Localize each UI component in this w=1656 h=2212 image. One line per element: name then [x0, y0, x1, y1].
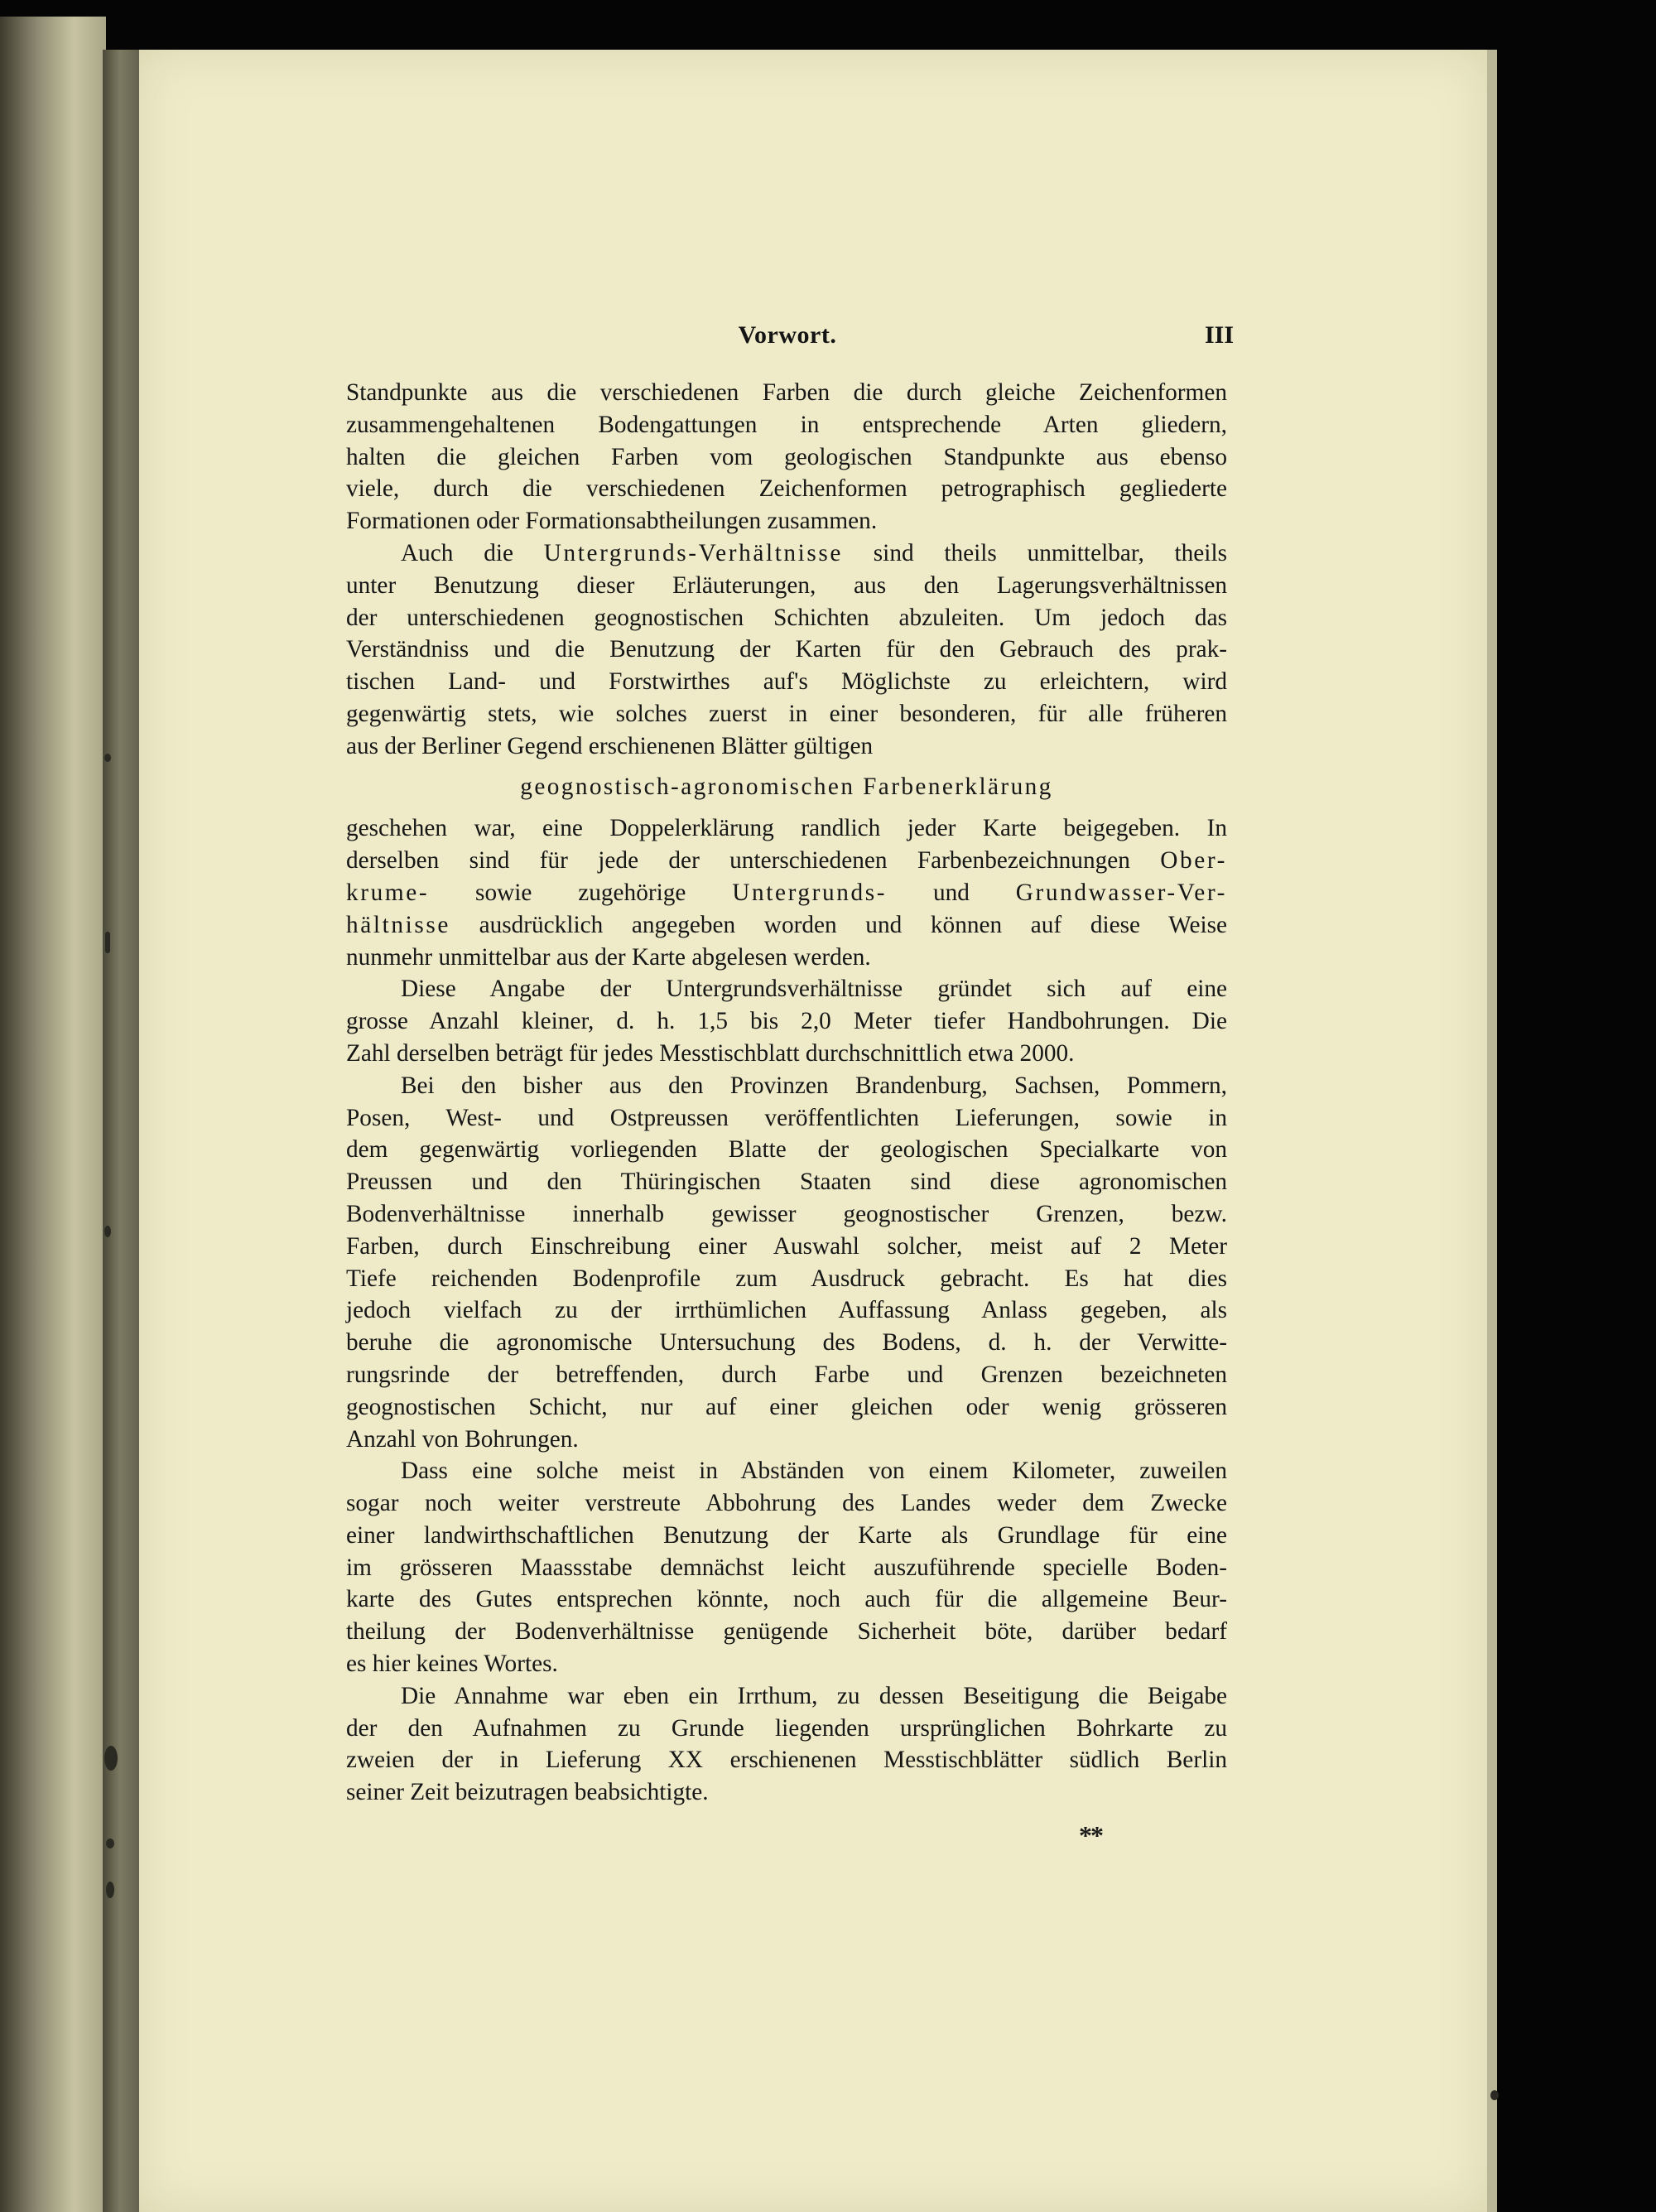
text-line: Dass eine solche meist in Abständen von einem Kilometer, zuweilen: [401, 1458, 1227, 1485]
text-line: rungsrinde der betreffenden, durch Farbe und Grenzen bezeichneten: [346, 1361, 1227, 1388]
text-line: Posen, West- und Ostpreussen veröffentlichten Lieferungen, sowie in: [346, 1104, 1227, 1131]
spaced-term: Grundwasser-Ver-: [1015, 879, 1227, 906]
text-line: krume- sowie zugehörige Untergrunds- und Grundwasser-Ver-: [346, 879, 1227, 906]
closing-ornament: **: [1079, 1820, 1102, 1850]
spaced-term: Untergrunds-Verhältnisse: [543, 539, 844, 566]
text-line: nunmehr unmittelbar aus der Karte abgelesen werden.: [346, 943, 871, 971]
text-line: beruhe die agronomische Untersuchung des Bodens, d. h. der Verwitte-: [346, 1329, 1227, 1357]
text-line: Preussen und den Thüringischen Staaten sind diese agronomischen: [346, 1169, 1227, 1196]
text-line: im grösseren Maassstabe demnächst leicht auszuführende specielle Boden-: [346, 1554, 1227, 1581]
margin-speck: [104, 1226, 111, 1237]
text-line: Verständniss und die Benutzung der Karten für den Gebrauch des prak-: [346, 636, 1227, 663]
text-line: hältnisse ausdrücklich angegeben worden und können auf diese Weise: [346, 911, 1227, 938]
text-line: seiner Zeit beizutragen beabsichtigte.: [346, 1779, 709, 1806]
text-line: geschehen war, eine Doppelerklärung randlich jeder Karte beigegeben. In: [346, 815, 1227, 842]
text-line: Zahl derselben beträgt für jedes Messtischblatt durchschnittlich etwa 2000.: [346, 1039, 1075, 1067]
page-right-edge: [1487, 50, 1497, 2212]
text-line: geognostischen Schicht, nur auf einer gleichen oder wenig grösseren: [346, 1393, 1227, 1420]
page-title: Vorwort.: [738, 321, 837, 349]
left-page-edge: [0, 17, 106, 2212]
text-line: viele, durch die verschiedenen Zeichenformen petrographisch gegliederte: [346, 475, 1227, 503]
text-line: derselben sind für jede der unterschiedenen Farbenbezeichnungen Ober-: [346, 847, 1227, 875]
text-line: sogar noch weiter verstreute Abbohrung des Landes weder dem Zwecke: [346, 1490, 1227, 1517]
margin-speck: [106, 1882, 114, 1898]
text-line: theilung der Bodenverhältnisse genügende Sicherheit böte, darüber bedarf: [346, 1618, 1227, 1646]
text-line: Auch die Untergrunds-Verhältnisse sind theils unmittelbar, theils: [401, 539, 1227, 566]
text-line: Standpunkte aus die verschiedenen Farben die durch gleiche Zeichenformen: [346, 379, 1227, 406]
text-line: grosse Anzahl kleiner, d. h. 1,5 bis 2,0 Meter tiefer Handbohrungen. Die: [346, 1008, 1227, 1035]
spaced-term: hältnisse: [346, 911, 450, 938]
text-line: Die Annahme war eben ein Irrthum, zu dessen Beseitigung die Beigabe: [401, 1682, 1227, 1709]
text-line: halten die gleichen Farben vom geologischen Standpunkte aus ebenso: [346, 443, 1227, 470]
text-line: Anzahl von Bohrungen.: [346, 1425, 579, 1453]
text-line: jedoch vielfach zu der irrthümlichen Auffassung Anlass gegeben, als: [346, 1297, 1227, 1324]
text-line: Farben, durch Einschreibung einer Auswahl solcher, meist auf 2 Meter: [346, 1232, 1227, 1260]
text-line: Formationen oder Formationsabtheilungen zusammen.: [346, 508, 878, 535]
margin-speck: [1490, 2090, 1499, 2100]
centered-heading: geognostisch-agronomischen Farbenerklärung: [520, 773, 1053, 800]
text-line: dem gegenwärtig vorliegenden Blatte der geologischen Specialkarte von: [346, 1136, 1227, 1164]
text-line: Tiefe reichenden Bodenprofile zum Ausdruck gebracht. Es hat dies: [346, 1265, 1227, 1292]
text-line: zweien der in Lieferung XX erschienenen Messtischblätter südlich Berlin: [346, 1747, 1227, 1774]
text-line: gegenwärtig stets, wie solches zuerst in einer besonderen, für alle früheren: [346, 700, 1227, 727]
margin-speck: [106, 1839, 114, 1848]
text-line: es hier keines Wortes.: [346, 1651, 558, 1678]
text-line: unter Benutzung dieser Erläuterungen, aus den Lagerungsverhältnissen: [346, 571, 1227, 599]
text-line: einer landwirthschaftlichen Benutzung der Karte als Grundlage für eine: [346, 1521, 1227, 1549]
spaced-term: Untergrunds-: [732, 879, 888, 906]
margin-speck: [105, 932, 110, 953]
text-line: der unterschiedenen geognostischen Schichten abzuleiten. Um jedoch das: [346, 604, 1227, 631]
spaced-term: krume-: [346, 879, 430, 906]
text-line: Diese Angabe der Untergrundsverhältnisse gründet sich auf eine: [401, 976, 1227, 1003]
text-line: Bodenverhältnisse innerhalb gewisser geognostischer Grenzen, bezw.: [346, 1200, 1227, 1227]
text-line: tischen Land- und Forstwirthes auf's Möglichste zu erleichtern, wird: [346, 668, 1227, 696]
text-line: zusammengehaltenen Bodengattungen in entsprechende Arten gliedern,: [346, 411, 1227, 438]
margin-speck: [104, 1746, 118, 1771]
margin-speck: [104, 754, 111, 762]
running-head: [341, 321, 1234, 354]
spaced-term: Ober-: [1160, 847, 1227, 875]
page-number: III: [1204, 321, 1234, 349]
text-line: der den Aufnahmen zu Grunde liegenden ursprünglichen Bohrkarte zu: [346, 1714, 1227, 1742]
text-line: aus der Berliner Gegend erschienenen Blätter gültigen: [346, 732, 874, 759]
body-text: [346, 377, 1227, 1809]
text-line: Bei den bisher aus den Provinzen Brandenburg, Sachsen, Pommern,: [401, 1072, 1227, 1099]
text-line: karte des Gutes entsprechen könnte, noch auch für die allgemeine Beur-: [346, 1586, 1227, 1613]
